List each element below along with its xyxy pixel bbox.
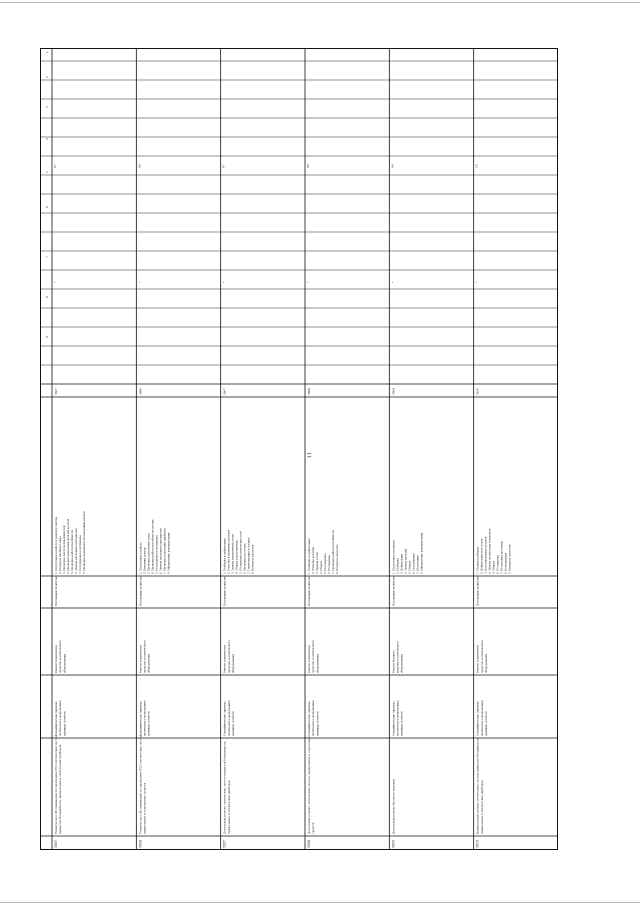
svg-text:единицы (отчётов: единицы (отчётов <box>400 711 404 736</box>
row-content <box>138 542 142 574</box>
row-content <box>323 553 327 574</box>
svg-text:5810: 5810 <box>475 387 480 395</box>
svg-text:прицельных и оптических прибор: прицельных и оптических приборов <box>226 780 231 834</box>
row-content <box>508 544 512 574</box>
svg-text:07: 07 <box>221 164 226 168</box>
svg-text:8: 8 <box>45 296 49 298</box>
svg-text:5807: 5807 <box>54 387 58 395</box>
row-object <box>144 640 147 673</box>
svg-text:5806: 5806 <box>138 387 143 395</box>
page-number: 11 <box>307 451 314 459</box>
svg-text:7. Проверка показаний приборов: 7. Проверка показаний приборов <box>163 528 167 574</box>
svg-text:1. Подготовка к работе: 1. Подготовка к работе <box>139 542 143 574</box>
svg-text:7. Регулировка и юстировка: 7. Регулировка и юстировка <box>79 535 82 574</box>
svg-text:3. Замена узлов: 3. Замена узлов <box>316 552 319 574</box>
svg-text:Ремонт техническое: Ремонт техническое <box>476 644 480 673</box>
svg-text:08: 08 <box>306 164 310 168</box>
svg-text:прицельных и оптических прибор: прицельных и оптических приборов <box>479 780 484 834</box>
row-kind <box>138 576 142 606</box>
row-index <box>391 388 395 395</box>
row-content <box>247 537 251 574</box>
row-name <box>391 779 395 834</box>
svg-text:прицельных и стрелковых средст: прицельных и стрелковых средств <box>142 782 147 834</box>
svg-text:2. Дефектация всех узлов: 2. Дефектация всех узлов <box>480 538 484 574</box>
row-object <box>231 654 235 673</box>
svg-text:6. Проверка на стенде: 6. Проверка на стенде <box>243 543 247 574</box>
row-unit <box>143 700 147 736</box>
row-content <box>227 530 231 574</box>
row-content <box>162 528 166 574</box>
row-content <box>480 538 484 574</box>
row-name <box>227 780 231 834</box>
row-code <box>476 840 480 848</box>
svg-text:1. Разборка и дефектация: 1. Разборка и дефектация <box>308 538 311 574</box>
svg-text:09: 09 <box>390 164 395 168</box>
row-object <box>481 640 484 673</box>
svg-text:06: 06 <box>137 164 142 168</box>
row-name <box>58 744 62 834</box>
row-unit <box>223 701 227 736</box>
row-content <box>223 538 227 574</box>
row-object <box>391 650 395 673</box>
svg-text:•: • <box>307 281 310 283</box>
svg-text:единицы (отчётов: единицы (отчётов <box>316 711 320 736</box>
svg-text:средство и оптического: средство и оптического <box>143 640 147 673</box>
row-name <box>480 780 484 834</box>
svg-text:•: • <box>475 281 479 283</box>
row-kind <box>223 576 227 606</box>
svg-text:7: 7 <box>45 256 49 258</box>
row-object <box>62 654 66 673</box>
svg-text:оборудования: оборудования <box>316 653 320 673</box>
svg-text:5809: 5809 <box>391 839 396 848</box>
svg-text:3. Проверка крепления узлов: 3. Проверка крепления узлов <box>147 533 151 574</box>
svg-text:3: 3 <box>45 106 49 108</box>
svg-text:7. Проверка работоспособности: 7. Проверка работоспособности <box>332 530 335 574</box>
svg-text:1. Подготовка к работе и ремон: 1. Подготовка к работе и ремонту систем <box>55 516 58 574</box>
row-content <box>150 520 154 574</box>
row-mark <box>138 281 141 283</box>
svg-text:5. Сборка: 5. Сборка <box>492 560 496 574</box>
row-object <box>138 644 142 673</box>
row-mark <box>223 281 226 283</box>
row-content <box>319 560 323 574</box>
row-index <box>223 388 227 395</box>
column-number <box>45 76 49 78</box>
svg-text:оборудования: оборудования <box>232 653 236 673</box>
svg-text:оборудования: оборудования <box>63 653 67 673</box>
row-code <box>307 840 311 848</box>
row-content <box>231 534 235 574</box>
svg-text:Специфические (приемы: Специфические (приемы <box>223 701 227 736</box>
column-number <box>45 296 49 298</box>
svg-text:•: • <box>222 281 226 283</box>
scan-bottom-edge <box>0 902 640 903</box>
svg-text:Поставщик хозяйство: Поставщик хозяйство <box>392 575 396 606</box>
svg-text:8. Консервация: 8. Консервация <box>504 552 508 574</box>
svg-text:прицелов боеприпасов, прицельн: прицелов боеприпасов, прицельных и оптических приборов <box>58 744 63 834</box>
svg-text:Техническое обслуживание по пр: Техническое обслуживание по программе ТО3 оптических систем <box>54 734 58 834</box>
row-mark <box>222 164 226 168</box>
row-unit <box>62 711 66 736</box>
svg-text:2. Очистка и промывка деталей: 2. Очистка и промывка деталей <box>227 530 231 574</box>
svg-text:оптического вооружения): оптического вооружения) <box>396 700 400 736</box>
row-code <box>223 840 227 848</box>
row-object <box>59 640 62 673</box>
row-content <box>331 530 335 574</box>
svg-text:Специфические (приемы: Специфические (приемы <box>55 701 58 736</box>
row-content <box>311 547 315 574</box>
svg-text:5. Юстировка оптических осей: 5. Юстировка оптических осей <box>239 531 243 574</box>
svg-text:3. Дефектация: 3. Дефектация <box>400 553 404 574</box>
svg-text:оптического вооружения): оптического вооружения) <box>312 700 316 736</box>
svg-text:4. Замена оптических элементов: 4. Замена оптических элементов <box>488 528 492 574</box>
svg-text:6. Юстировка: 6. Юстировка <box>328 555 331 574</box>
svg-text:6: 6 <box>45 206 49 208</box>
row-unit <box>54 701 58 736</box>
row-content <box>415 555 419 574</box>
row-content <box>395 558 399 574</box>
row-name <box>311 822 315 834</box>
row-content <box>504 552 508 574</box>
svg-text:изделия и оптического: изделия и оптического <box>396 641 400 673</box>
row-kind <box>476 576 480 606</box>
svg-text:5808: 5808 <box>307 839 311 848</box>
svg-text:6. Регулировка: 6. Регулировка <box>412 553 416 574</box>
row-unit <box>400 711 404 736</box>
svg-text:9. Контроль качества: 9. Контроль качества <box>508 544 512 574</box>
svg-text:6. Юстировка: 6. Юстировка <box>496 555 500 574</box>
svg-text:Поставщик хозяйство: Поставщик хозяйство <box>308 575 311 606</box>
row-content <box>251 544 255 574</box>
row-mark <box>391 281 394 283</box>
row-content <box>58 536 62 574</box>
row-index <box>476 388 480 395</box>
svg-text:Техническое обслуживание по пр: Техническое обслуживание по программе ТО3 оптических систем, <box>138 734 143 834</box>
svg-text:средство и оптического: средство и оптического <box>59 640 63 673</box>
row-unit <box>231 711 235 736</box>
row-content <box>492 560 496 574</box>
row-content <box>476 546 480 574</box>
svg-text:•: • <box>391 281 395 283</box>
svg-text:7. Испытания: 7. Испытания <box>416 555 420 574</box>
svg-text:3. Проверка чистоты поверхност: 3. Проверка чистоты поверхностей <box>63 525 66 574</box>
svg-text:8. Проверка правильности показ: 8. Проверка правильности показаний оптики <box>83 511 86 574</box>
row-name <box>143 783 147 834</box>
column-number <box>45 171 49 173</box>
row-content <box>315 552 319 574</box>
row-content <box>243 543 247 574</box>
svg-text:8. Контроль качества: 8. Контроль качества <box>336 544 339 574</box>
row-object <box>223 644 227 673</box>
row-object <box>476 644 480 673</box>
row-content <box>403 549 407 574</box>
svg-text:5: 5 <box>45 171 49 173</box>
row-content <box>142 547 146 574</box>
svg-text:1: 1 <box>45 51 49 53</box>
svg-text:2. Разборка: 2. Разборка <box>396 558 400 574</box>
svg-text:•: • <box>138 281 142 283</box>
svg-text:Специфические (приемы: Специфические (приемы <box>308 701 311 736</box>
row-index <box>138 388 142 395</box>
svg-text:единицы (отчётов: единицы (отчётов <box>63 711 67 736</box>
svg-text:5. Проверка работоспособности: 5. Проверка работоспособности <box>71 530 74 574</box>
svg-text:•: • <box>54 281 57 283</box>
row-content <box>407 560 411 574</box>
column-number <box>45 206 49 208</box>
svg-text:7. Герметизация и осушка: 7. Герметизация и осушка <box>247 537 251 574</box>
svg-text:Ремонт техническое: Ремонт техническое <box>308 644 311 673</box>
scan-top-edge <box>0 2 640 3</box>
row-object <box>400 654 404 673</box>
svg-text:2. Контроль внешнего вида: 2. Контроль внешнего вида <box>59 536 62 574</box>
row-content <box>62 525 66 574</box>
row-index <box>54 388 58 395</box>
svg-text:07: 07 <box>53 164 57 168</box>
row-kind <box>391 576 395 606</box>
row-content <box>78 535 82 574</box>
svg-text:4. Проверка крепления деталей: 4. Проверка крепления деталей и узлов <box>67 518 70 574</box>
row-unit <box>147 711 151 736</box>
column-number <box>45 138 49 140</box>
row-object <box>484 654 488 673</box>
row-index <box>307 388 311 395</box>
svg-text:Поставщик хозяйство: Поставщик хозяйство <box>223 575 227 606</box>
row-unit <box>391 701 395 736</box>
svg-text:8. Оформление документации: 8. Оформление документации <box>420 532 424 574</box>
svg-text:4. Замена деталей: 4. Замена деталей <box>404 548 408 574</box>
row-content <box>419 532 423 574</box>
row-code <box>54 840 58 848</box>
row-unit <box>58 700 62 736</box>
svg-text:5810: 5810 <box>475 839 480 848</box>
svg-text:8. Оформление документации: 8. Оформление документации <box>167 532 171 574</box>
row-mark <box>475 164 479 168</box>
svg-text:Поставщик хозяйство: Поставщик хозяйство <box>139 575 143 606</box>
svg-text:10: 10 <box>474 164 479 168</box>
row-mark <box>53 164 57 168</box>
svg-text:оптического вооружения): оптического вооружения) <box>59 700 63 736</box>
svg-text:Ремонт техническое: Ремонт техническое <box>55 644 58 673</box>
row-content <box>235 540 239 574</box>
row-unit <box>480 700 484 736</box>
row-object <box>312 640 315 673</box>
row-content <box>146 533 150 574</box>
svg-text:5. Регулировка и юстировка: 5. Регулировка и юстировка <box>155 535 159 574</box>
row-unit <box>484 711 488 736</box>
row-content <box>496 555 500 574</box>
svg-text:7. Испытания на стенде: 7. Испытания на стенде <box>500 540 504 574</box>
svg-text:средство и оптического: средство и оптического <box>480 640 484 673</box>
row-code <box>138 840 142 848</box>
svg-text:5. Регулировка: 5. Регулировка <box>324 553 327 574</box>
svg-text:Детальный ремонт базового изде: Детальный ремонт базового изделия <box>391 779 396 834</box>
svg-text:5807: 5807 <box>222 839 227 848</box>
row-object <box>54 644 58 673</box>
svg-text:5807: 5807 <box>222 387 227 395</box>
svg-text:3. Восстановление деталей: 3. Восстановление деталей <box>484 536 488 574</box>
row-object <box>397 641 400 673</box>
row-content <box>335 544 339 574</box>
row-content <box>158 528 162 574</box>
row-content <box>484 536 488 574</box>
table-grid <box>40 48 558 850</box>
row-object <box>147 654 151 673</box>
row-content <box>327 555 331 574</box>
svg-text:2. Очистка деталей: 2. Очистка деталей <box>312 547 315 574</box>
svg-text:Поставщик хозяйство: Поставщик хозяйство <box>476 575 480 606</box>
svg-text:Ремонт техническое: Ремонт техническое <box>139 644 143 673</box>
svg-text:2: 2 <box>45 76 49 78</box>
row-object <box>307 644 311 673</box>
row-content <box>500 540 504 574</box>
svg-text:4: 4 <box>45 138 49 140</box>
row-content <box>307 538 311 574</box>
svg-text:5807: 5807 <box>54 839 58 848</box>
svg-text:единицы (отчётов: единицы (отчётов <box>485 711 489 736</box>
svg-text:4. Сборка: 4. Сборка <box>320 560 323 574</box>
row-mark <box>137 164 141 168</box>
row-unit <box>138 701 142 736</box>
svg-text:Специфические (приемы: Специфические (приемы <box>139 701 143 736</box>
svg-text:Поставщик хозяйство: Поставщик хозяйство <box>55 575 58 606</box>
row-code <box>391 840 395 848</box>
svg-text:5. Сборка: 5. Сборка <box>408 560 412 574</box>
svg-text:1. Полная разборка: 1. Полная разборка <box>476 546 480 574</box>
svg-text:оптического вооружения): оптического вооружения) <box>227 700 231 736</box>
row-content <box>70 530 74 574</box>
svg-text:Специфические (приемы: Специфические (приемы <box>476 701 480 736</box>
svg-text:2. Внешний осмотр: 2. Внешний осмотр <box>143 547 147 574</box>
svg-text:оборудования: оборудования <box>400 653 404 673</box>
row-content <box>488 528 492 574</box>
svg-text:Детальный ремонт оптических си: Детальный ремонт оптических систем, прицельных и стрелковых <box>307 736 311 834</box>
column-number <box>45 336 49 338</box>
row-object <box>228 640 231 673</box>
row-unit <box>227 700 231 736</box>
row-mark <box>390 164 394 168</box>
row-content <box>154 535 158 574</box>
svg-text:6. Замена расходных материалов: 6. Замена расходных материалов <box>159 528 163 574</box>
svg-text:6. Замена расходных материалов: 6. Замена расходных материалов <box>75 528 78 574</box>
row-mark <box>307 281 310 283</box>
row-unit <box>311 700 315 736</box>
row-mark <box>54 281 57 283</box>
row-content <box>411 553 415 574</box>
svg-text:Ремонт базового: Ремонт базового <box>392 650 396 673</box>
svg-text:4. Проверка работоспособности: 4. Проверка работоспособности систем <box>151 519 155 574</box>
svg-text:5806: 5806 <box>138 839 143 848</box>
svg-text:оптического вооружения): оптического вооружения) <box>480 700 484 736</box>
svg-text:1. Разборка и дефектация: 1. Разборка и дефектация <box>223 538 227 574</box>
svg-text:Капитальный ремонт оптических: Капитальный ремонт оптических систем прицелов боеприпасов, <box>475 737 480 834</box>
row-object <box>315 654 319 673</box>
column-number <box>45 256 49 258</box>
svg-text:8. Контроль качества: 8. Контроль качества <box>251 544 255 574</box>
row-unit <box>307 701 311 736</box>
row-unit <box>476 701 480 736</box>
svg-text:оборудования: оборудования <box>485 653 489 673</box>
svg-text:средство и оптического: средство и оптического <box>227 640 231 673</box>
row-content <box>74 528 78 574</box>
row-content <box>399 553 403 574</box>
svg-text:9: 9 <box>45 336 49 338</box>
svg-text:1. Подготовка к ремонту: 1. Подготовка к ремонту <box>392 540 396 574</box>
svg-text:единицы (отчётов: единицы (отчётов <box>147 711 151 736</box>
row-mark <box>476 281 479 283</box>
row-unit <box>396 700 400 736</box>
column-number <box>45 106 49 108</box>
row-kind <box>307 576 311 606</box>
svg-text:оптического вооружения): оптического вооружения) <box>143 700 147 736</box>
row-content <box>239 531 243 574</box>
row-content <box>82 511 86 574</box>
svg-text:Детальный ремонт оптических си: Детальный ремонт оптических систем прицелов боеприпасов, <box>222 741 227 834</box>
svg-text:Специфические (приемы: Специфические (приемы <box>392 701 396 736</box>
row-content <box>54 517 58 574</box>
svg-text:единицы (отчётов: единицы (отчётов <box>232 711 236 736</box>
svg-text:5808: 5808 <box>307 387 311 395</box>
svg-text:4. Сборка и регулировка: 4. Сборка и регулировка <box>235 540 239 574</box>
svg-text:Ремонт техническое: Ремонт техническое <box>223 644 227 673</box>
row-mark <box>306 164 310 168</box>
row-unit <box>315 711 319 736</box>
row-content <box>66 518 70 574</box>
svg-text:средство и оптического: средство и оптического <box>312 640 316 673</box>
row-content <box>391 540 395 574</box>
row-name <box>307 736 311 834</box>
column-number <box>45 51 49 53</box>
row-kind <box>54 576 58 606</box>
svg-text:средств: средств <box>311 822 316 834</box>
svg-text:оборудования: оборудования <box>147 653 151 673</box>
rotated-table <box>40 48 558 850</box>
svg-text:5809: 5809 <box>391 387 396 395</box>
row-content <box>166 532 170 574</box>
svg-text:3. Замена изношенных узлов: 3. Замена изношенных узлов <box>231 534 235 574</box>
